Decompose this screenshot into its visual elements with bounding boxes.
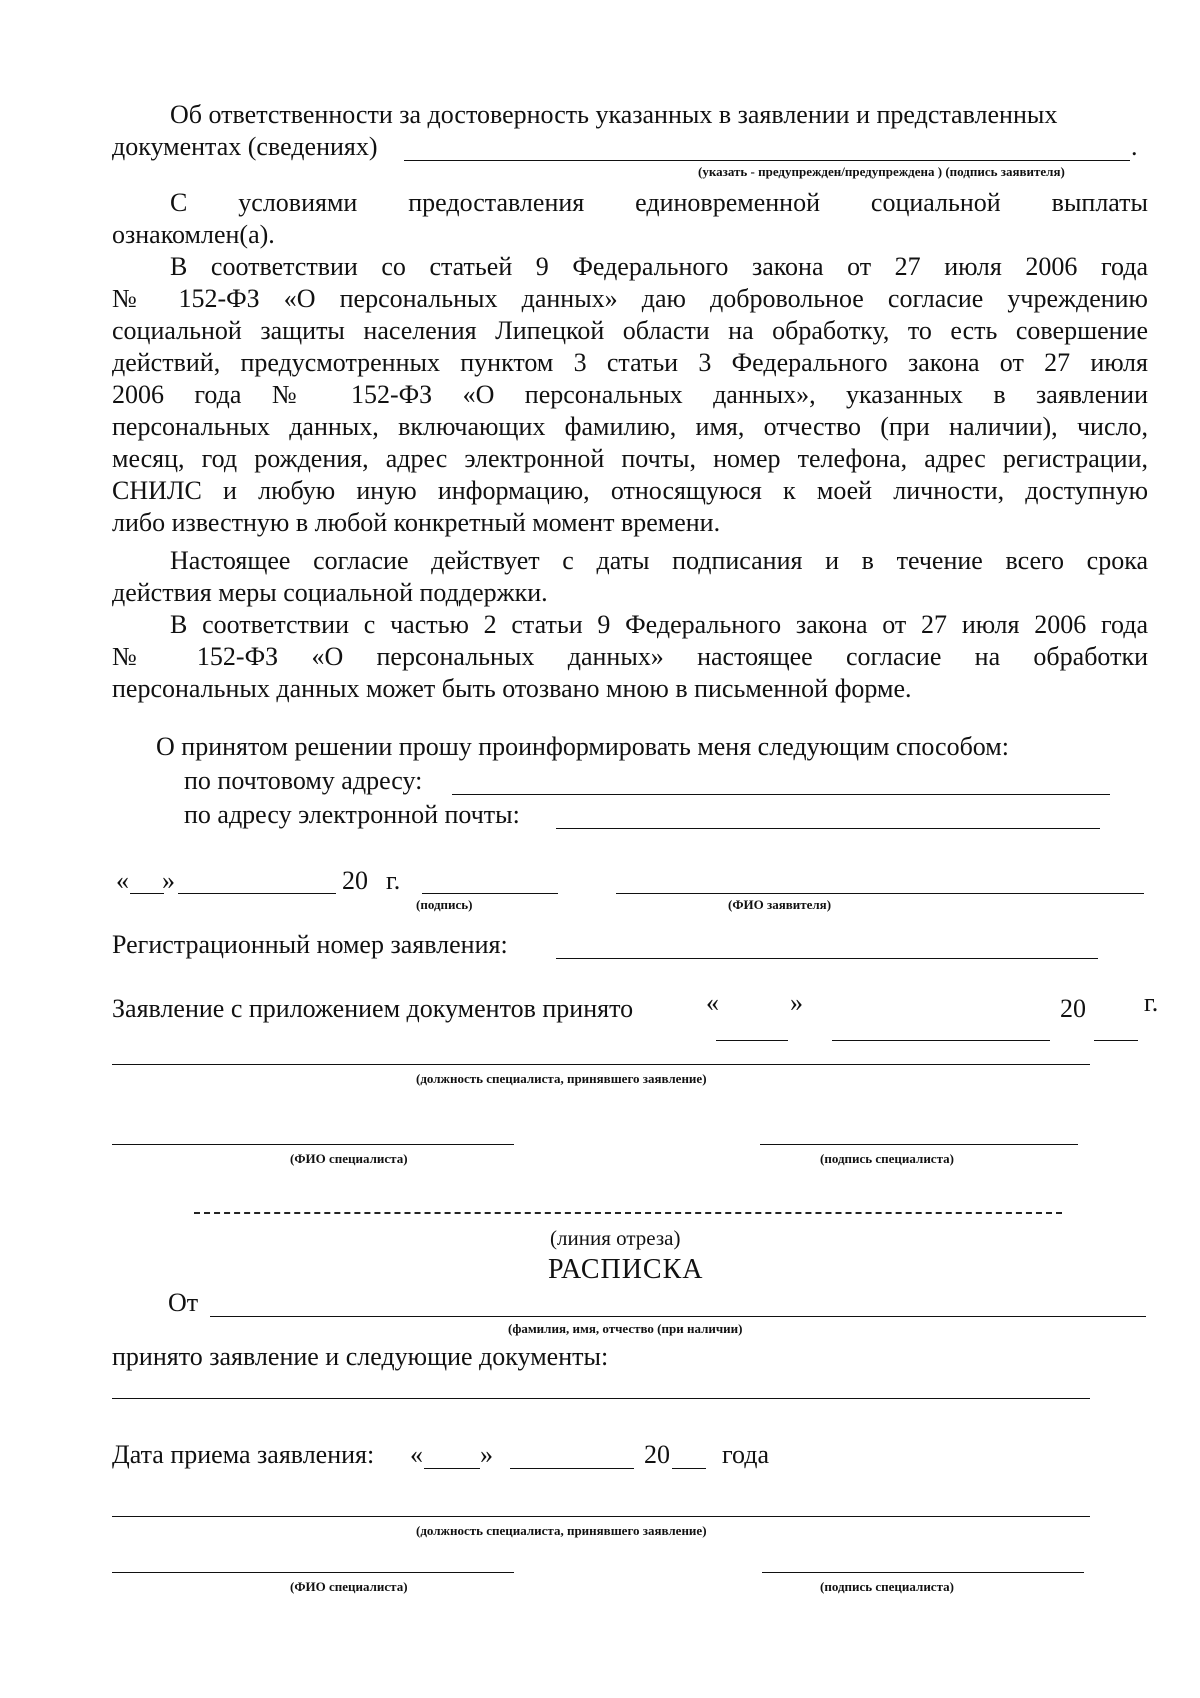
consent-line-9: либо известную в любой конкретный момент времени. [112, 508, 721, 537]
notify-postal-field[interactable] [452, 794, 1110, 795]
accepted-sign-field[interactable] [760, 1144, 1078, 1145]
receipt-sign-field[interactable] [762, 1572, 1084, 1573]
signature-year-prefix: 20 [342, 866, 368, 895]
accepted-fio-field[interactable] [112, 1144, 514, 1145]
consent-line-4: действий, предусмотренных пунктом 3 статьи 3 Федерального закона от 27 июля [112, 350, 1148, 377]
conditions-line-2: ознакомлен(а). [112, 220, 275, 249]
receipt-position-field[interactable] [112, 1516, 1090, 1517]
receipt-year-word: года [722, 1440, 770, 1469]
revocation-line-2: № 152-ФЗ «О персональных данных» настоящее согласие на обработки [112, 644, 1148, 671]
receipt-month-field[interactable] [510, 1468, 634, 1469]
accepted-open-quote: « [706, 988, 719, 1017]
consent-line-7: месяц, год рождения, адрес электронной почты, номер телефона, адрес регистрации, [112, 446, 1148, 473]
accepted-position-hint: (должность специалиста, принявшего заявление) [416, 1071, 707, 1086]
receipt-close-quote: » [480, 1440, 493, 1469]
accepted-year-suffix: г. [1144, 988, 1159, 1017]
accepted-year-prefix: 20 [1060, 994, 1086, 1023]
responsibility-end-dot: . [1131, 132, 1138, 161]
consent-line-8: СНИЛС и любую иную информацию, относящуюся к моей личности, доступную [112, 478, 1148, 505]
receipt-docs-field[interactable] [112, 1398, 1090, 1399]
validity-line-1: Настоящее согласие действует с даты подписания и в течение всего срока [170, 548, 1148, 575]
notify-intro: О принятом решении прошу проинформировать меня следующим способом: [156, 732, 1009, 761]
conditions-line-1: С условиями предоставления единовременной социальной выплаты [170, 190, 1148, 217]
notify-email-label: по адресу электронной почты: [184, 800, 520, 829]
accepted-position-field[interactable] [112, 1064, 1090, 1065]
consent-line-6: персональных данных, включающих фамилию, имя, отчество (при наличии), число, [112, 414, 1148, 441]
receipt-docs-label: принято заявление и следующие документы: [112, 1342, 609, 1371]
signature-year-suffix: г. [386, 866, 401, 895]
receipt-fio-hint: (ФИО специалиста) [290, 1579, 408, 1594]
consent-line-2: № 152-ФЗ «О персональных данных» даю добровольное согласие учреждению [112, 286, 1148, 313]
receipt-title: РАСПИСКА [548, 1254, 704, 1285]
accepted-close-quote: » [790, 988, 803, 1017]
registration-label: Регистрационный номер заявления: [112, 930, 508, 959]
receipt-open-quote: « [410, 1440, 423, 1469]
notify-email-field[interactable] [556, 828, 1100, 829]
accepted-fio-hint: (ФИО специалиста) [290, 1151, 408, 1166]
receipt-fio-field[interactable] [112, 1572, 514, 1573]
receipt-year-prefix: 20 [644, 1440, 670, 1469]
receipt-from-label: От [168, 1288, 199, 1317]
accepted-year-field[interactable] [1094, 1040, 1138, 1041]
receipt-day-field[interactable] [424, 1468, 480, 1469]
signature-sign-hint: (подпись) [416, 897, 473, 912]
cut-line [194, 1212, 1062, 1214]
validity-line-2: действия меры социальной поддержки. [112, 578, 548, 607]
receipt-position-hint: (должность специалиста, принявшего заявление) [416, 1523, 707, 1538]
responsibility-line-1: Об ответственности за достоверность указанных в заявлении и представленных [170, 100, 1058, 129]
signature-sign-field[interactable] [422, 893, 558, 894]
receipt-from-field[interactable] [210, 1316, 1146, 1317]
receipt-year-field[interactable] [672, 1468, 706, 1469]
responsibility-field[interactable] [404, 160, 1130, 161]
signature-name-hint: (ФИО заявителя) [728, 897, 832, 912]
consent-line-5: 2006 года № 152-ФЗ «О персональных данных», указанных в заявлении [112, 382, 1148, 409]
cut-label: (линия отреза) [550, 1226, 681, 1250]
registration-field[interactable] [556, 958, 1098, 959]
consent-line-1: В соответствии со статьей 9 Федерального закона от 27 июля 2006 года [170, 254, 1148, 281]
signature-close-quote: » [162, 866, 175, 895]
receipt-sign-hint: (подпись специалиста) [820, 1579, 954, 1594]
receipt-date-label: Дата приема заявления: [112, 1440, 375, 1469]
signature-open-quote: « [116, 866, 129, 895]
responsibility-hint: (указать - предупрежден/предупреждена ) (подпись заявителя) [698, 164, 1065, 179]
signature-name-field[interactable] [616, 893, 1144, 894]
signature-month-field[interactable] [178, 893, 336, 894]
responsibility-line-2: документах (сведениях) [112, 132, 378, 161]
accepted-month-field[interactable] [832, 1040, 1050, 1041]
accepted-sign-hint: (подпись специалиста) [820, 1151, 954, 1166]
revocation-line-1: В соответствии с частью 2 статьи 9 Федерального закона от 27 июля 2006 года [170, 612, 1148, 639]
receipt-from-hint: (фамилия, имя, отчество (при наличии) [508, 1321, 743, 1336]
signature-day-field[interactable] [130, 893, 164, 894]
revocation-line-3: персональных данных может быть отозвано мною в письменной форме. [112, 674, 912, 703]
accepted-day-field[interactable] [716, 1040, 788, 1041]
notify-postal-label: по почтовому адресу: [184, 766, 423, 795]
accepted-label: Заявление с приложением документов принято [112, 994, 634, 1023]
consent-line-3: социальной защиты населения Липецкой области на обработку, то есть совершение [112, 318, 1148, 345]
